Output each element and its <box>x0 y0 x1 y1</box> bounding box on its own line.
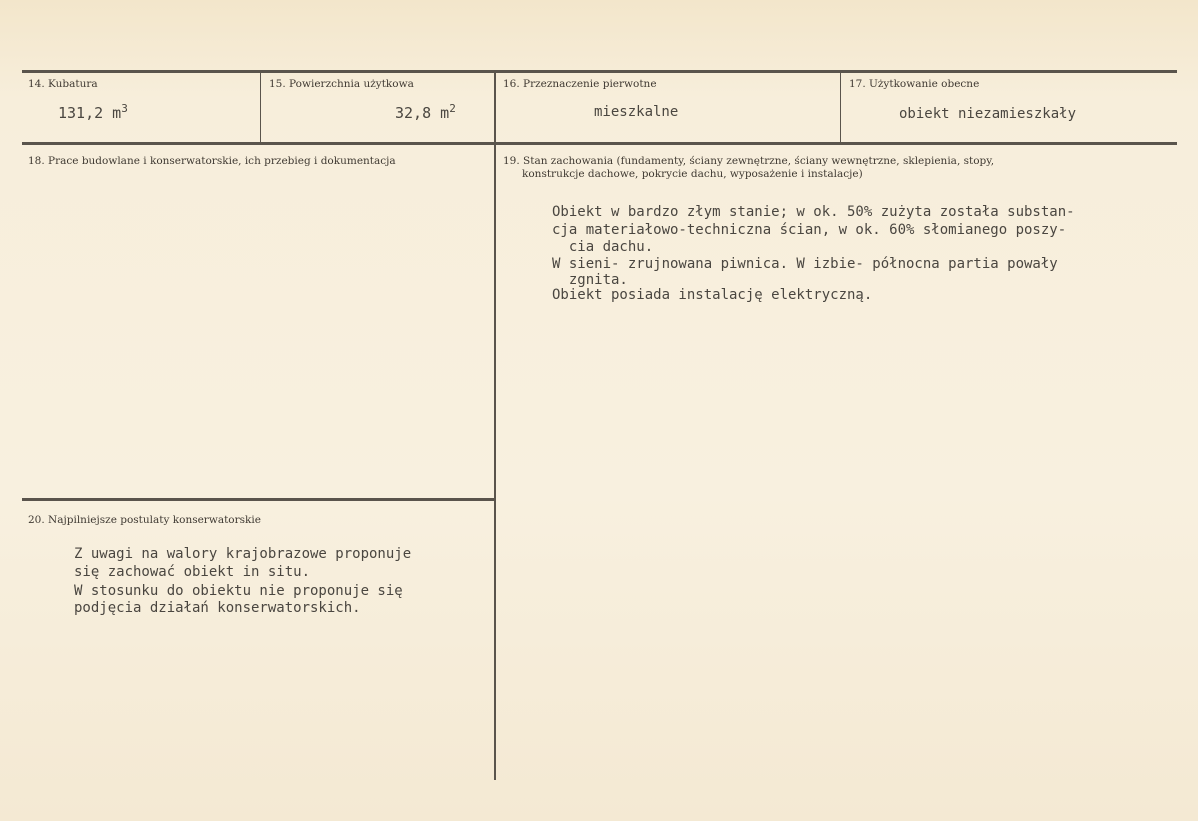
row-divider-rule <box>22 142 1177 145</box>
field-14-label: 14. Kubatura <box>28 78 98 90</box>
section-20-top-rule <box>22 498 495 501</box>
field-18-label: 18. Prace budowlane i konserwatorskie, ich przebieg i dokumentacja <box>28 155 396 167</box>
field-16-label: 16. Przeznaczenie pierwotne <box>503 78 657 90</box>
field-20-line: W stosunku do obiektu nie proponuje się <box>74 583 403 599</box>
field-15-label: 15. Powierzchnia użytkowa <box>269 78 414 90</box>
field-15-unit-sup: 2 <box>449 102 456 115</box>
field-19-line: zgnita. <box>552 272 628 288</box>
field-14-unit-sup: 3 <box>121 102 128 115</box>
field-19-line: Obiekt posiada instalację elektryczną. <box>552 287 873 303</box>
field-15-value <box>395 100 456 123</box>
field-20-line: podjęcia działań konserwatorskich. <box>74 600 361 616</box>
field-19-line: W sieni- zrujnowana piwnica. W izbie- północna partia powały <box>552 256 1058 272</box>
field-19-line: cia dachu. <box>552 239 654 255</box>
field-17-label: 17. Użytkowanie obecne <box>849 78 980 90</box>
top-rule <box>22 70 1177 73</box>
field-14-value-text: 131,2 m <box>58 104 122 122</box>
col-divider-3 <box>840 72 841 142</box>
field-19-label-line2: konstrukcje dachowe, pokrycie dachu, wyposażenie i instalacje) <box>522 168 863 180</box>
field-19-label-line1: 19. Stan zachowania (fundamenty, ściany zewnętrzne, ściany wewnętrzne, sklepienia, stopy, <box>503 155 995 167</box>
field-20-label: 20. Najpilniejsze postulaty konserwatorskie <box>28 514 261 526</box>
field-15-value-text: 32,8 m <box>395 104 450 122</box>
field-17-value: obiekt niezamieszkały <box>899 106 1077 122</box>
field-19-line: Obiekt w bardzo złym stanie; w ok. 50% zużyta została substan- <box>552 204 1075 220</box>
col-divider-1 <box>260 72 261 142</box>
field-19-line: cja materiałowo-techniczna ścian, w ok. 60% słomianego poszy- <box>552 222 1067 238</box>
field-16-value: mieszkalne <box>594 104 679 120</box>
field-20-line: Z uwagi na walory krajobrazowe proponuje <box>74 546 412 562</box>
field-20-line: się zachować obiekt in situ. <box>74 564 311 580</box>
col-divider-2 <box>494 72 496 780</box>
field-14-value <box>58 100 128 123</box>
